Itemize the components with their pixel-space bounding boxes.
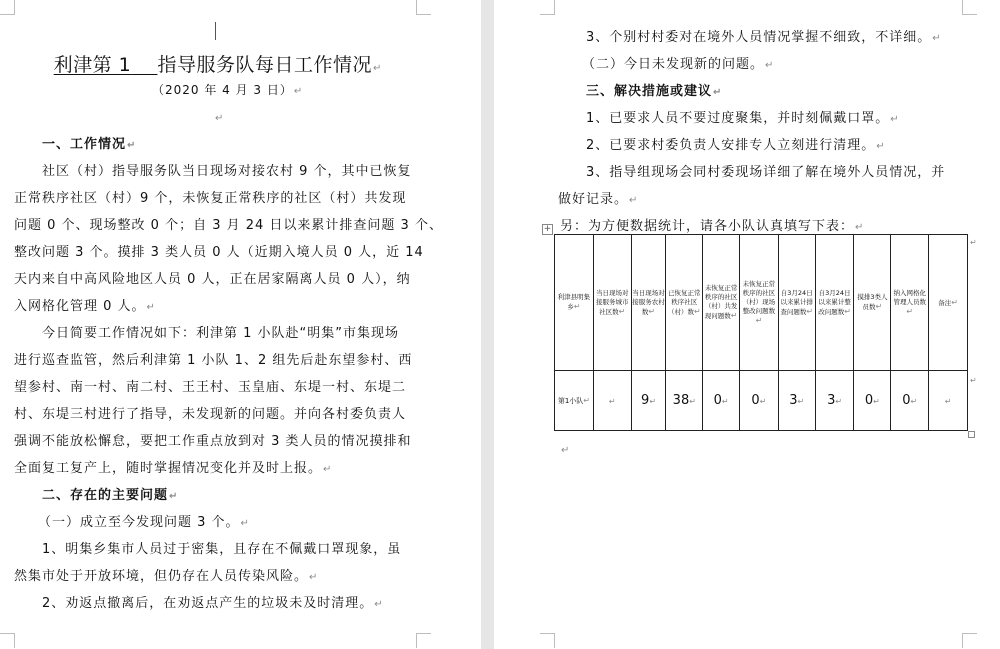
table-cell[interactable]: ↵ [593,371,631,431]
subsection-heading[interactable]: （二）今日未发现新的问题。↵ [582,57,774,72]
table-note[interactable]: 另：为方便数据统计，请各小队认真填写下表：↵ [560,219,864,234]
document-title[interactable] [0,50,435,77]
table-header-cell[interactable]: 自3月24日以来累计整改问题数↵ [815,235,854,371]
crop-mark-top-left [0,0,15,15]
table-header-cell[interactable]: 备注↵ [929,235,968,371]
table-header-cell[interactable]: 利津县明集乡↵ [555,235,594,371]
table-cell[interactable]: 第1小队↵ [555,371,594,431]
title-number-underlined: 利津第 1 [53,54,132,76]
section-heading-solutions[interactable]: 三、解决措施或建议↵ [586,84,722,99]
crop-mark-bottom-right [962,633,977,648]
table-cell[interactable]: ↵ [929,371,968,431]
section-heading-work[interactable]: 一、工作情况↵ [42,137,136,152]
paragraph-line[interactable]: 然集市处于开放环境，但仍存在人员传染风险。↵ [14,569,318,584]
table-header-cell[interactable]: 纳入网格化管理人员数↵ [891,235,929,371]
table-cell[interactable]: 0↵ [740,371,779,431]
table-header-cell[interactable]: 当日现场对接服务城市社区数↵ [593,235,631,371]
paragraph-line[interactable]: 全面复工复产上，随时掌握情况变化并及时上报。↵ [14,461,332,476]
paragraph-line[interactable]: 2、已要求村委负责人安排专人立刻进行清理。↵ [586,138,885,153]
paragraph-line[interactable]: 做好记录。↵ [558,192,638,207]
paragraph-line[interactable]: 3、个别村村委对在境外人员情况掌握不细致，不详细。↵ [586,30,941,45]
paragraph-line[interactable]: 3、指导组现场会同村委现场详细了解在境外人员情况，并 [586,165,946,180]
table-cell[interactable]: 3↵ [778,371,815,431]
empty-paragraph[interactable]: ↵ [215,113,224,124]
crop-mark-bottom-left [0,633,15,648]
crop-mark-top-left [540,0,555,15]
subsection-heading[interactable]: （一）成立至今发现问题 3 个。↵ [38,515,249,530]
title-text: 指导服务队每日工作情况 [157,54,372,76]
table-header-cell[interactable]: 未恢复正常秩序的社区（村）共发现问题数↵ [703,235,740,371]
title-date[interactable]: （2020 年 4 月 3 日）↵ [152,83,303,97]
paragraph-line[interactable]: 社区（村）指导服务队当日现场对接农村 9 个，其中已恢复 [42,164,412,179]
paragraph-line[interactable]: 1、已要求人员不要过度聚集，并时刻佩戴口罩。↵ [586,111,899,126]
paragraph-line[interactable]: 正常秩序社区（村）9 个，未恢复正常秩序的社区（村）共发现 [14,191,407,206]
table-header-cell[interactable]: 未恢复正常秩序的社区（村）现场整改问题数↵ [740,235,779,371]
table-resize-handle[interactable] [968,431,975,438]
text-cursor [215,22,216,40]
table-row [555,371,968,431]
row-end-mark: ↵ [970,376,977,385]
row-end-mark: ↵ [970,238,977,247]
paragraph-line[interactable]: 2、劝返点撤离后，在劝返点产生的垃圾未及时清理。↵ [42,596,383,611]
table-header-cell[interactable]: 当日现场对接服务农村数↵ [631,235,666,371]
table-header-cell[interactable]: 已恢复正常秩序社区（村）数↵ [666,235,703,371]
paragraph-line[interactable]: 问题 0 个、现场整改 0 个；自 3 月 24 日以来累计排查问题 3 个、 [14,218,443,233]
table-cell[interactable]: 3↵ [815,371,854,431]
paragraph-line[interactable]: 1、明集乡集市人员过于密集，且存在不佩戴口罩现象，虽 [42,542,402,557]
table-cell[interactable]: 0↵ [891,371,929,431]
crop-mark-bottom-left [540,633,555,648]
statistics-table[interactable] [554,234,968,431]
crop-mark-bottom-right [416,633,431,648]
paragraph-line[interactable]: 望参村、南一村、南二村、王王村、玉皇庙、东堤一村、东堤二 [14,380,407,395]
crop-mark-top-right [416,0,431,15]
table-cell[interactable]: 38↵ [666,371,703,431]
table-move-handle[interactable]: + [543,224,552,234]
table-header-row [555,235,968,371]
paragraph-line[interactable]: 村、东堤三村进行了指导，未发现新的问题。并向各村委负责人 [14,407,407,422]
paragraph-line[interactable]: 进行巡查监管，然后利津第 1 小队 1、2 组先后赴东望参村、西 [14,353,413,368]
table-cell[interactable]: 0↵ [854,371,891,431]
paragraph-mark: ↵ [372,63,382,74]
paragraph-line[interactable]: 今日简要工作情况如下：利津第 1 小队赴“明集”市集现场 [42,326,400,341]
table-header-cell[interactable]: 自3月24日以来累计排查问题数↵ [778,235,815,371]
paragraph-line[interactable]: 入网格化管理 0 人。↵ [14,299,155,314]
section-heading-issues[interactable]: 二、存在的主要问题↵ [42,488,178,503]
table-cell[interactable]: 9↵ [631,371,666,431]
paragraph-line[interactable]: 天内来自中高风险地区人员 0 人，正在居家隔离人员 0 人），纳 [14,272,411,287]
paragraph-line[interactable]: 强调不能放松懈怠，要把工作重点放到对 3 类人员的情况摸排和 [14,434,412,449]
paragraph-line[interactable]: 整改问题 3 个。摸排 3 类人员 0 人（近期入境人员 0 人，近 14 [14,245,424,260]
table-cell[interactable]: 0↵ [703,371,740,431]
table-header-cell[interactable]: 摸排3类人员数↵ [854,235,891,371]
crop-mark-top-right [962,0,977,15]
empty-paragraph[interactable]: ↵ [561,445,570,456]
